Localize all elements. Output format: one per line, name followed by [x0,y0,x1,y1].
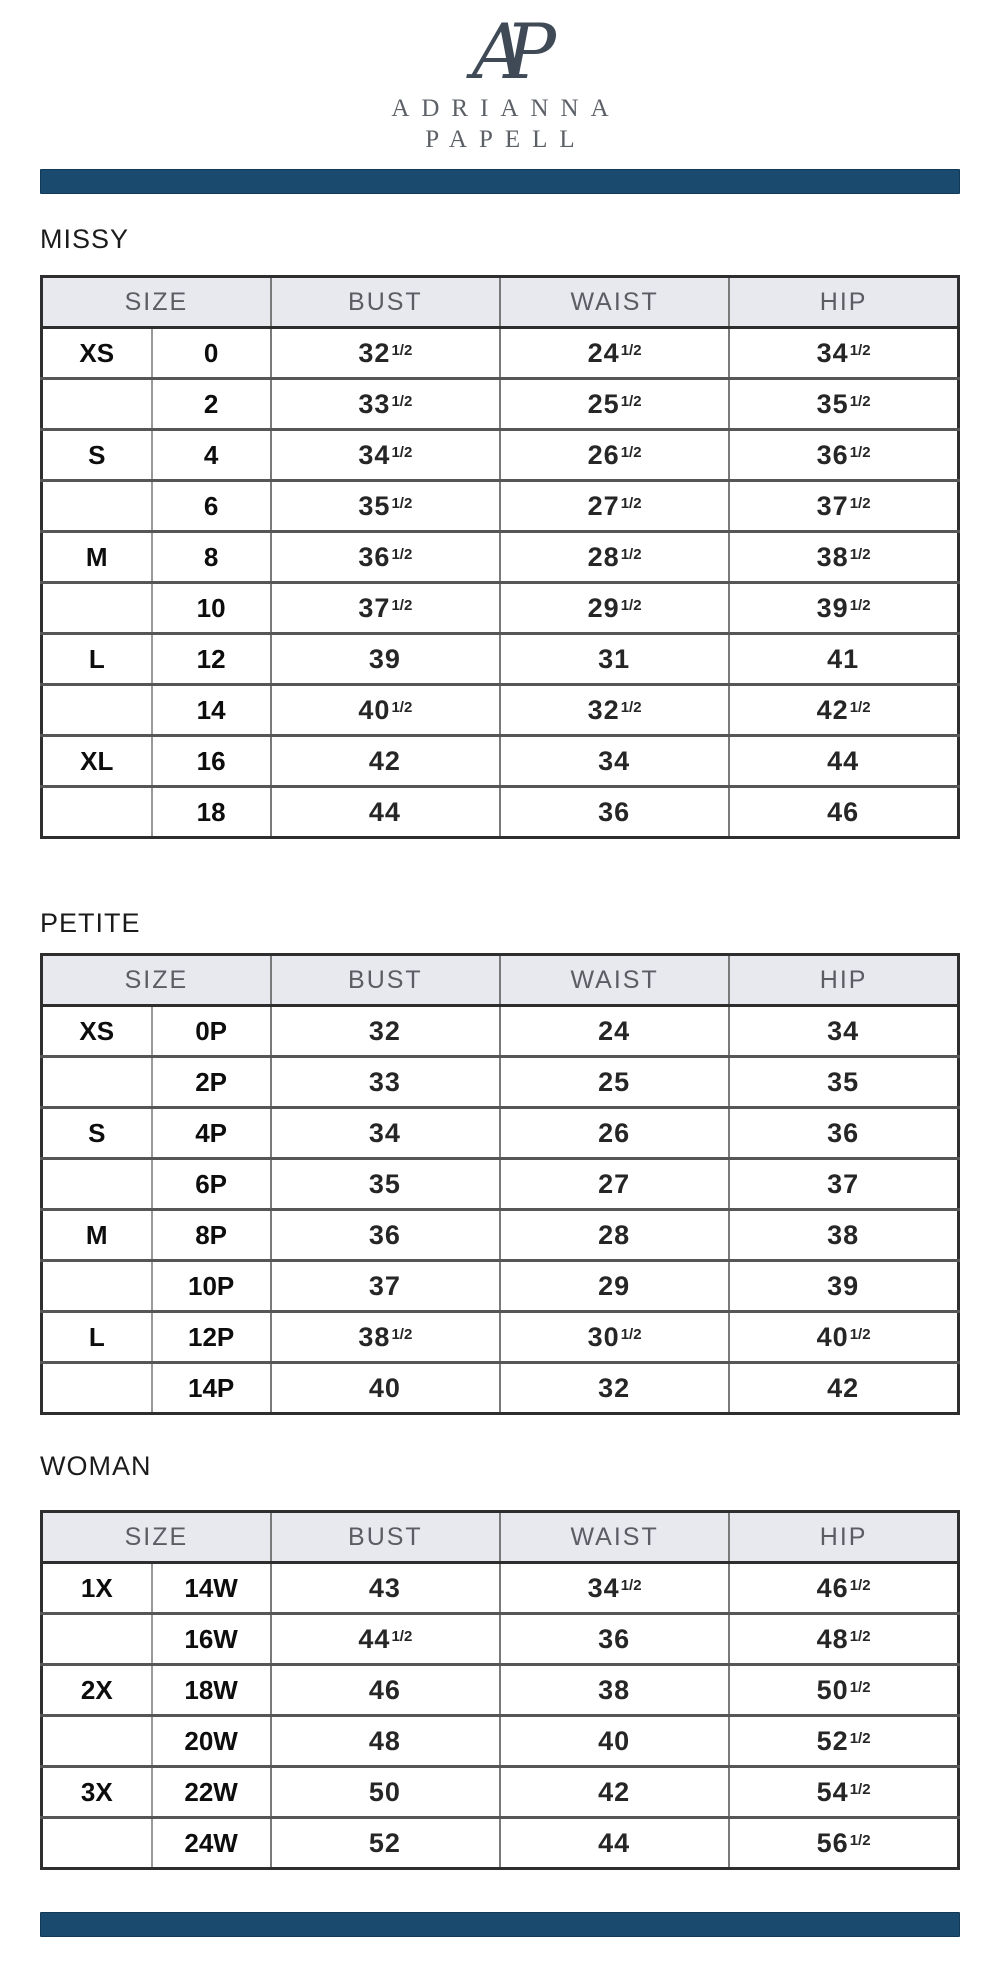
bust-cell [271,1614,500,1665]
fraction-superscript: 1/2 [849,341,871,359]
fraction-superscript: 1/2 [849,494,871,512]
waist-value: 24 [598,1015,631,1046]
waist-cell [500,1312,729,1363]
waist-cell [500,430,729,481]
fraction-superscript: 1/2 [391,596,413,614]
fraction-superscript: 1/2 [849,596,871,614]
fraction-superscript: 1/2 [849,1678,871,1696]
table-header-row [42,955,959,1006]
table-row [42,1006,959,1057]
bust-value: 34 [368,1117,401,1148]
fraction-superscript: 1/2 [391,392,413,410]
size-number-cell: 8P [152,1210,271,1261]
hip-value: 35 [816,388,849,419]
hip-cell [729,1312,958,1363]
hip-value: 42 [827,1372,860,1403]
waist-value: 30 [587,1321,620,1352]
hip-value: 35 [827,1066,860,1097]
table-row [42,1057,959,1108]
hip-cell [729,1057,958,1108]
bust-cell [271,481,500,532]
bust-cell [271,787,500,838]
size-letter-cell [42,1818,152,1869]
waist-value: 40 [598,1725,631,1756]
waist-value: 32 [587,694,620,725]
bust-value: 38 [358,1321,391,1352]
hip-cell [729,532,958,583]
size-column-header: SIZE [42,277,271,328]
fraction-superscript: 1/2 [849,392,871,410]
waist-cell [500,787,729,838]
hip-cell [729,787,958,838]
fraction-superscript: 1/2 [391,698,413,716]
waist-value: 42 [598,1776,631,1807]
waist-cell [500,1716,729,1767]
size-number-cell: 10 [152,583,271,634]
waist-value: 36 [598,796,631,827]
waist-value: 44 [598,1827,631,1858]
bust-value: 42 [368,745,401,776]
fraction-superscript: 1/2 [620,443,642,461]
size-letter-cell: 2X [42,1665,152,1716]
hip-cell [729,1159,958,1210]
bust-cell [271,532,500,583]
bust-value: 37 [358,592,391,623]
waist-cell [500,1665,729,1716]
bust-column-header: BUST [271,955,500,1006]
hip-cell [729,1716,958,1767]
section-title-missy: MISSY [40,224,130,254]
brand-logo [40,0,960,154]
bust-value: 36 [358,541,391,572]
hip-value: 38 [816,541,849,572]
table-header-row [42,1512,959,1563]
bust-cell [271,1108,500,1159]
waist-cell [500,1210,729,1261]
size-letter-cell [42,379,152,430]
hip-value: 46 [827,796,860,827]
fraction-superscript: 1/2 [620,596,642,614]
table-row [42,685,959,736]
bust-value: 34 [358,439,391,470]
size-number-cell: 6P [152,1159,271,1210]
size-letter-cell: XS [42,328,152,379]
size-letter-cell [42,685,152,736]
waist-cell [500,532,729,583]
table-row [42,1363,959,1414]
size-letter-cell [42,1159,152,1210]
bust-value: 39 [368,643,401,674]
size-letter-cell [42,481,152,532]
size-letter-cell: 1X [42,1563,152,1614]
hip-cell [729,1767,958,1818]
size-number-cell: 10P [152,1261,271,1312]
bust-value: 43 [368,1572,401,1603]
hip-value: 37 [827,1168,860,1199]
size-letter-cell: S [42,1108,152,1159]
hip-cell [729,481,958,532]
size-number-cell: 16 [152,736,271,787]
hip-value: 54 [816,1776,849,1807]
table-row [42,1716,959,1767]
waist-value: 27 [587,490,620,521]
fraction-superscript: 1/2 [849,1831,871,1849]
section-title-petite: PETITE [40,908,141,938]
hip-value: 34 [827,1015,860,1046]
fraction-superscript: 1/2 [620,494,642,512]
bust-cell [271,1159,500,1210]
fraction-superscript: 1/2 [391,443,413,461]
fraction-superscript: 1/2 [849,1627,871,1645]
size-number-cell: 4P [152,1108,271,1159]
fraction-superscript: 1/2 [620,698,642,716]
size-letter-cell: XL [42,736,152,787]
waist-value: 36 [598,1623,631,1654]
hip-cell [729,379,958,430]
size-letter-cell: L [42,634,152,685]
hip-cell [729,685,958,736]
size-number-cell: 14W [152,1563,271,1614]
fraction-superscript: 1/2 [391,545,413,563]
fraction-superscript: 1/2 [620,341,642,359]
bust-value: 33 [368,1066,401,1097]
hip-cell [729,1363,958,1414]
hip-value: 42 [816,694,849,725]
size-number-cell: 18 [152,787,271,838]
fraction-superscript: 1/2 [391,341,413,359]
bust-cell [271,1665,500,1716]
bust-value: 40 [358,694,391,725]
size-number-cell: 14P [152,1363,271,1414]
missy-size-table [40,275,960,839]
size-letter-cell: M [42,1210,152,1261]
hip-value: 39 [816,592,849,623]
waist-cell [500,1614,729,1665]
hip-value: 36 [816,439,849,470]
bust-cell [271,1261,500,1312]
hip-value: 46 [816,1572,849,1603]
hip-value: 38 [827,1219,860,1250]
size-letter-cell: L [42,1312,152,1363]
size-letter-cell: XS [42,1006,152,1057]
bust-cell [271,328,500,379]
size-number-cell: 16W [152,1614,271,1665]
bust-cell [271,1716,500,1767]
size-number-cell: 6 [152,481,271,532]
size-number-cell: 2P [152,1057,271,1108]
hip-value: 40 [816,1321,849,1352]
hip-cell [729,1261,958,1312]
fraction-superscript: 1/2 [849,443,871,461]
waist-value: 34 [587,1572,620,1603]
fraction-superscript: 1/2 [391,1325,413,1343]
bust-cell [271,1563,500,1614]
hip-value: 36 [827,1117,860,1148]
table-row [42,1563,959,1614]
table-row [42,634,959,685]
fraction-superscript: 1/2 [620,1576,642,1594]
bust-cell [271,379,500,430]
fraction-superscript: 1/2 [391,494,413,512]
waist-cell [500,1159,729,1210]
bust-cell [271,736,500,787]
size-number-cell: 12P [152,1312,271,1363]
waist-column-header: WAIST [500,1512,729,1563]
size-letter-cell [42,1057,152,1108]
bust-cell [271,1363,500,1414]
hip-cell [729,1665,958,1716]
hip-cell [729,328,958,379]
table-row [42,1210,959,1261]
divider-bar-top [40,169,960,194]
bust-value: 52 [368,1827,401,1858]
bust-value: 32 [368,1015,401,1046]
size-number-cell: 18W [152,1665,271,1716]
waist-cell [500,1108,729,1159]
hip-cell [729,1818,958,1869]
size-number-cell: 0 [152,328,271,379]
waist-value: 25 [587,388,620,419]
table-row [42,736,959,787]
waist-cell [500,481,729,532]
size-column-header: SIZE [42,955,271,1006]
fraction-superscript: 1/2 [391,1627,413,1645]
size-letter-cell: S [42,430,152,481]
size-number-cell: 14 [152,685,271,736]
bust-column-header: BUST [271,1512,500,1563]
table-row [42,1312,959,1363]
bust-value: 50 [368,1776,401,1807]
size-letter-cell [42,1716,152,1767]
hip-value: 44 [827,745,860,776]
waist-value: 25 [598,1066,631,1097]
hip-value: 34 [816,337,849,368]
bust-cell [271,1312,500,1363]
hip-cell [729,583,958,634]
waist-value: 29 [598,1270,631,1301]
bust-value: 46 [368,1674,401,1705]
waist-cell [500,685,729,736]
hip-value: 52 [816,1725,849,1756]
table-row [42,1261,959,1312]
bust-cell [271,685,500,736]
fraction-superscript: 1/2 [849,1325,871,1343]
table-row [42,379,959,430]
hip-cell [729,1108,958,1159]
bust-value: 35 [368,1168,401,1199]
waist-value: 28 [598,1219,631,1250]
bust-value: 33 [358,388,391,419]
waist-value: 26 [598,1117,631,1148]
size-letter-cell: M [42,532,152,583]
waist-cell [500,328,729,379]
size-number-cell: 0P [152,1006,271,1057]
bust-cell [271,1818,500,1869]
size-letter-cell [42,1261,152,1312]
waist-value: 26 [587,439,620,470]
size-letter-cell [42,1614,152,1665]
hip-column-header: HIP [729,1512,958,1563]
bust-cell [271,430,500,481]
table-row [42,1818,959,1869]
size-number-cell: 4 [152,430,271,481]
brand-monogram-icon [425,6,575,94]
hip-value: 56 [816,1827,849,1858]
bust-value: 32 [358,337,391,368]
waist-cell [500,1563,729,1614]
waist-cell [500,736,729,787]
bust-value: 36 [368,1219,401,1250]
fraction-superscript: 1/2 [620,392,642,410]
waist-value: 34 [598,745,631,776]
brand-name-bottom: PAPELL [425,126,587,153]
bust-value: 37 [368,1270,401,1301]
waist-cell [500,634,729,685]
hip-cell [729,430,958,481]
table-row [42,1108,959,1159]
size-letter-cell [42,583,152,634]
size-column-header: SIZE [42,1512,271,1563]
waist-value: 32 [598,1372,631,1403]
size-number-cell: 22W [152,1767,271,1818]
woman-size-table [40,1510,960,1870]
hip-cell [729,736,958,787]
svg-text:AP: AP [471,7,535,94]
fraction-superscript: 1/2 [620,1325,642,1343]
bust-cell [271,1057,500,1108]
bust-cell [271,1767,500,1818]
table-row [42,583,959,634]
bust-cell [271,634,500,685]
size-chart-page [40,0,960,1977]
hip-value: 37 [816,490,849,521]
table-header-row [42,277,959,328]
hip-value: 41 [827,643,860,674]
hip-column-header: HIP [729,955,958,1006]
bust-value: 48 [368,1725,401,1756]
waist-value: 28 [587,541,620,572]
bust-column-header: BUST [271,277,500,328]
bust-cell [271,1006,500,1057]
waist-cell [500,1767,729,1818]
bust-value: 40 [368,1372,401,1403]
table-row [42,1767,959,1818]
waist-column-header: WAIST [500,955,729,1006]
table-row [42,532,959,583]
size-number-cell: 2 [152,379,271,430]
hip-cell [729,1614,958,1665]
hip-value: 48 [816,1623,849,1654]
table-row [42,1159,959,1210]
table-row [42,328,959,379]
bust-cell [271,1210,500,1261]
waist-cell [500,1818,729,1869]
size-number-cell: 20W [152,1716,271,1767]
bust-cell [271,583,500,634]
hip-value: 39 [827,1270,860,1301]
size-letter-cell: 3X [42,1767,152,1818]
brand-name-top: ADRIANNA [391,95,621,122]
fraction-superscript: 1/2 [620,545,642,563]
waist-cell [500,583,729,634]
section-title-woman: WOMAN [40,1451,152,1481]
fraction-superscript: 1/2 [849,1729,871,1747]
size-number-cell: 12 [152,634,271,685]
waist-column-header: WAIST [500,277,729,328]
waist-cell [500,379,729,430]
hip-cell [729,634,958,685]
bust-value: 35 [358,490,391,521]
waist-value: 24 [587,337,620,368]
hip-column-header: HIP [729,277,958,328]
waist-value: 29 [587,592,620,623]
fraction-superscript: 1/2 [849,545,871,563]
table-row [42,787,959,838]
waist-cell [500,1057,729,1108]
waist-value: 31 [598,643,631,674]
hip-value: 50 [816,1674,849,1705]
table-row [42,1614,959,1665]
waist-cell [500,1261,729,1312]
waist-cell [500,1363,729,1414]
table-row [42,1665,959,1716]
petite-size-table [40,953,960,1415]
hip-cell [729,1563,958,1614]
fraction-superscript: 1/2 [849,698,871,716]
waist-value: 27 [598,1168,631,1199]
size-number-cell: 8 [152,532,271,583]
size-letter-cell [42,1363,152,1414]
table-row [42,481,959,532]
table-row [42,430,959,481]
waist-cell [500,1006,729,1057]
bust-value: 44 [368,796,401,827]
size-letter-cell [42,787,152,838]
hip-cell [729,1006,958,1057]
bust-value: 44 [358,1623,391,1654]
fraction-superscript: 1/2 [849,1576,871,1594]
size-number-cell: 24W [152,1818,271,1869]
waist-value: 38 [598,1674,631,1705]
fraction-superscript: 1/2 [849,1780,871,1798]
hip-cell [729,1210,958,1261]
